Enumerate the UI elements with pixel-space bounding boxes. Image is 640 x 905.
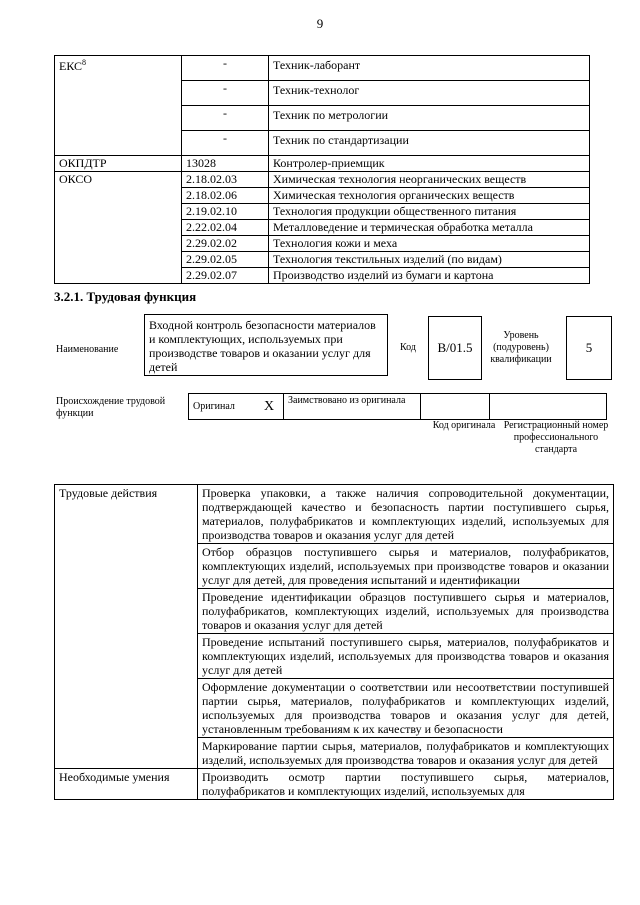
section-title: 3.2.1. Трудовая функция xyxy=(54,289,197,304)
okso-name: Технология продукции общественного питания xyxy=(269,204,590,220)
okso-name: Технология кожи и меха xyxy=(269,236,590,252)
okso-code: 2.29.02.07 xyxy=(182,268,269,284)
eks-code: - xyxy=(182,131,269,156)
registration-number-cell xyxy=(490,394,607,420)
okso-code: 2.22.02.04 xyxy=(182,220,269,236)
footnote-mark: 8 xyxy=(82,58,87,67)
labor-action-item: Отбор образцов поступившего сырья и материалов, полуфабрикатов, комплектующих изделий, используемых при производстве товаров и оказании услуг для детей, для проведения испытаний и идентификации xyxy=(198,544,614,589)
okso-name: Технология текстильных изделий (по видам) xyxy=(269,252,590,268)
required-skill-item: Производить осмотр партии поступившего сырья, материалов, полуфабрикатов и комплектующих изделий, используемых для xyxy=(198,769,614,800)
origin-table xyxy=(188,393,607,420)
eks-name: Техник по метрологии xyxy=(269,106,590,131)
table-row xyxy=(55,769,614,800)
okso-name: Металловедение и термическая обработка металла xyxy=(269,220,590,236)
okso-code: 2.18.02.03 xyxy=(182,172,269,188)
okso-code: 2.19.02.10 xyxy=(182,204,269,220)
original-label: Оригинал xyxy=(189,394,256,420)
borrowed-label: Заимствовано из оригинала xyxy=(284,394,421,420)
table-row xyxy=(55,485,614,544)
qualification-level-label: Уровень (подуровень) квалификации xyxy=(490,330,552,365)
labor-action-item: Проведение испытаний поступившего сырья, материалов, полуфабрикатов и комплектующих изделий, используемых для производства товаров и оказания услуг для детей xyxy=(198,634,614,679)
qualification-level: 5 xyxy=(566,316,612,380)
okso-name: Химическая технология неорганических веществ xyxy=(269,172,590,188)
original-mark: X xyxy=(255,394,284,420)
eks-code: - xyxy=(182,81,269,106)
labor-action-item: Маркирование партии сырья, материалов, полуфабрикатов и комплектующих изделий, используемых для производства товаров и оказания услуг для детей xyxy=(198,738,614,769)
original-code-label: Код оригинала xyxy=(432,420,496,431)
labor-action-item: Проведение идентификации образцов поступившего сырья и материалов, полуфабрикатов, комплектующих изделий, используемых для производства товаров и оказания услуг для детей xyxy=(198,589,614,634)
table-row xyxy=(55,56,590,81)
okpdtr-name: Контролер-приемщик xyxy=(269,156,590,172)
okpdtr-code: 13028 xyxy=(182,156,269,172)
function-code: В/01.5 xyxy=(428,316,482,380)
eks-name: Техник-технолог xyxy=(269,81,590,106)
function-name: Входной контроль безопасности материалов и комплектующих, используемых при производстве товаров и оказании услуг для детей xyxy=(144,314,388,376)
eks-name: Техник по стандартизации xyxy=(269,131,590,156)
function-code-label: Код xyxy=(400,342,416,353)
labor-actions-table xyxy=(54,484,614,800)
okso-label: ОКСО xyxy=(55,172,182,284)
original-code-cell xyxy=(421,394,490,420)
okso-name: Производство изделий из бумаги и картона xyxy=(269,268,590,284)
page-number: 9 xyxy=(316,16,324,31)
required-skills-label: Необходимые умения xyxy=(55,769,198,800)
eks-code-cell xyxy=(55,56,182,156)
okso-code: 2.29.02.05 xyxy=(182,252,269,268)
eks-name: Техник-лаборант xyxy=(269,56,590,81)
origin-label: Происхождение трудовой функции xyxy=(56,396,166,419)
labor-action-item: Проверка упаковки, а также наличия сопроводительной документации, подтверждающей качество и безопасность партии поступившего сырья, материалов, полуфабрикатов и комплектующих изделий, используемых для производства товаров и оказания услуг для детей xyxy=(198,485,614,544)
table-row xyxy=(55,156,590,172)
eks-label: ЕКС xyxy=(59,59,83,73)
okso-code: 2.18.02.06 xyxy=(182,188,269,204)
labor-actions-label: Трудовые действия xyxy=(55,485,198,769)
labor-action-item: Оформление документации о соответствии или несоответствии поступившей партии сырья, материалов, полуфабрикатов и комплектующих изделий, используемых для производства товаров и оказания услуг для детей, установленным требованиям к их качеству и безопасности xyxy=(198,679,614,738)
table-row xyxy=(189,394,607,420)
okso-code: 2.29.02.02 xyxy=(182,236,269,252)
table-row xyxy=(55,172,590,188)
registration-number-label: Регистрационный номер профессионального стандарта xyxy=(503,420,609,455)
eks-code: - xyxy=(182,106,269,131)
okpdtr-label: ОКПДТР xyxy=(55,156,182,172)
classification-table xyxy=(54,55,590,284)
function-name-label: Наименование xyxy=(56,344,119,355)
eks-code: - xyxy=(182,56,269,81)
okso-name: Химическая технология органических веществ xyxy=(269,188,590,204)
